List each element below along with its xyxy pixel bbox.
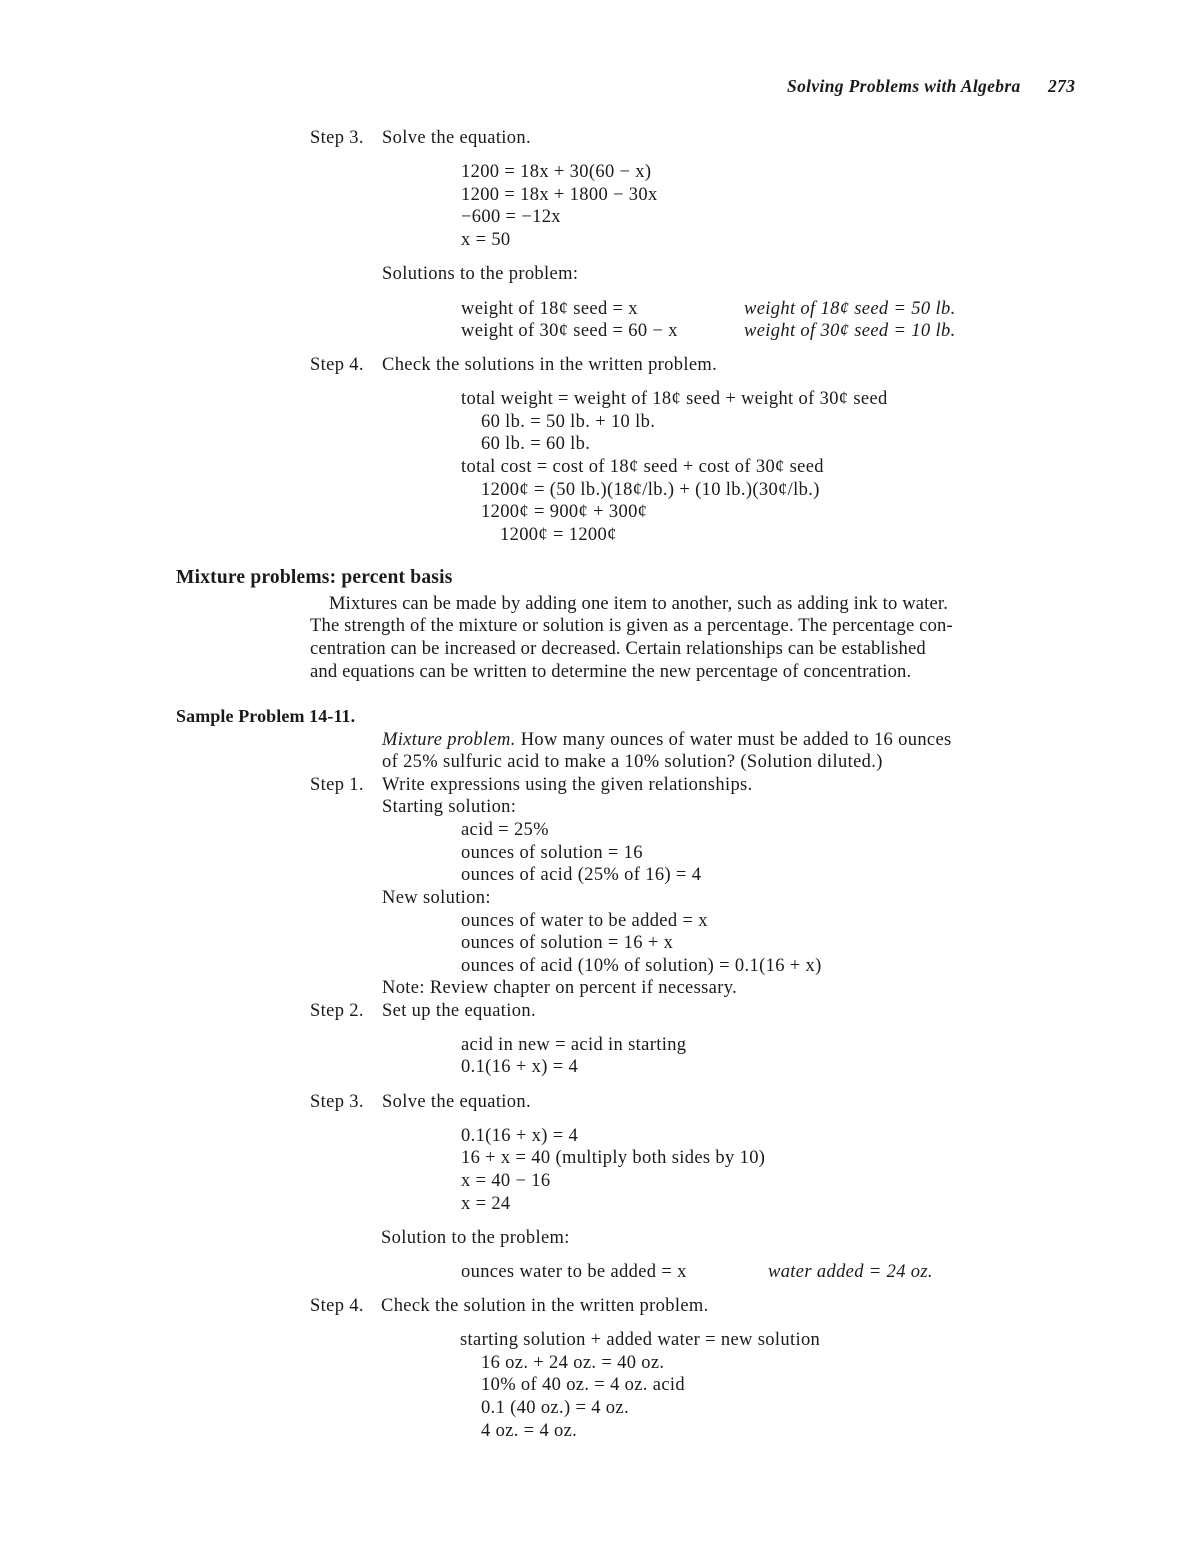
equation-line: x = 50 <box>461 230 511 250</box>
solution-result: water added = 24 oz. <box>768 1262 933 1282</box>
solution-heading: Solution to the problem: <box>381 1228 570 1248</box>
sample-problem-heading: Sample Problem 14-11. <box>176 706 356 726</box>
page-number: 273 <box>1048 76 1076 96</box>
paragraph-line: and equations can be written to determine the new percentage of concentration. <box>310 661 912 682</box>
step-label: Step 3. <box>310 128 364 148</box>
equation-line: −600 = −12x <box>461 207 561 227</box>
expression-line: ounces of acid (10% of solution) = 0.1(16 + x) <box>461 956 822 976</box>
step-text: Solve the equation. <box>382 128 531 148</box>
check-line: 1200¢ = (50 lb.)(18¢/lb.) + (10 lb.)(30¢/lb.) <box>481 480 820 500</box>
step-text: Solve the equation. <box>382 1092 531 1112</box>
check-line: total weight = weight of 18¢ seed + weight of 30¢ seed <box>461 389 888 409</box>
equation-line: 1200 = 18x + 1800 − 30x <box>461 185 658 205</box>
solution-expression: weight of 18¢ seed = x <box>461 299 638 319</box>
equation-line: 0.1(16 + x) = 4 <box>461 1057 579 1077</box>
starting-solution-label: Starting solution: <box>382 797 517 817</box>
check-line: 16 oz. + 24 oz. = 40 oz. <box>481 1353 665 1373</box>
problem-statement <box>382 729 952 751</box>
expression-line: ounces of solution = 16 + x <box>461 933 674 953</box>
problem-label: Mixture problem. <box>382 730 516 750</box>
check-line: starting solution + added water = new solution <box>460 1330 821 1350</box>
equation-line: x = 24 <box>461 1194 511 1214</box>
step-label: Step 3. <box>310 1092 364 1112</box>
step-text: Check the solution in the written problem. <box>381 1296 709 1316</box>
paragraph-line: The strength of the mixture or solution is given as a percentage. The percentage con- <box>310 615 953 636</box>
equation-line: 0.1(16 + x) = 4 <box>461 1126 579 1146</box>
check-line: 10% of 40 oz. = 4 oz. acid <box>481 1375 685 1395</box>
solution-result: weight of 30¢ seed = 10 lb. <box>744 321 956 341</box>
step-label: Step 1. <box>310 775 364 795</box>
check-line: 60 lb. = 60 lb. <box>481 434 591 454</box>
running-title: Solving Problems with Algebra <box>787 76 1021 96</box>
equation-line: 1200 = 18x + 30(60 − x) <box>461 162 652 182</box>
solutions-heading: Solutions to the problem: <box>382 264 579 284</box>
step-text: Write expressions using the given relationships. <box>382 775 753 795</box>
solution-result: weight of 18¢ seed = 50 lb. <box>744 299 956 319</box>
step-label: Step 2. <box>310 1001 364 1021</box>
expression-line: ounces of acid (25% of 16) = 4 <box>461 865 702 885</box>
equation-line: acid in new = acid in starting <box>461 1035 687 1055</box>
check-line: 0.1 (40 oz.) = 4 oz. <box>481 1398 629 1418</box>
note: Note: Review chapter on percent if necessary. <box>382 978 738 998</box>
equation-line: 16 + x = 40 (multiply both sides by 10) <box>461 1148 766 1168</box>
problem-text: of 25% sulfuric acid to make a 10% solution? (Solution diluted.) <box>382 752 883 772</box>
check-line: 4 oz. = 4 oz. <box>481 1421 578 1441</box>
expression-line: acid = 25% <box>461 820 549 840</box>
check-line: 60 lb. = 50 lb. + 10 lb. <box>481 412 656 432</box>
check-line: 1200¢ = 900¢ + 300¢ <box>481 502 648 522</box>
expression-line: ounces of water to be added = x <box>461 911 708 931</box>
new-solution-label: New solution: <box>382 888 491 908</box>
paragraph-line: Mixtures can be made by adding one item to another, such as adding ink to water. <box>329 593 949 614</box>
check-line: total cost = cost of 18¢ seed + cost of 30¢ seed <box>461 457 824 477</box>
step-text: Set up the equation. <box>382 1001 536 1021</box>
section-heading: Mixture problems: percent basis <box>176 567 453 588</box>
solution-expression: weight of 30¢ seed = 60 − x <box>461 321 678 341</box>
problem-text: How many ounces of water must be added to 16 ounces <box>520 730 952 750</box>
step-label: Step 4. <box>310 1296 364 1316</box>
step-text: Check the solutions in the written problem. <box>382 355 718 375</box>
check-line: 1200¢ = 1200¢ <box>500 525 617 545</box>
step-label: Step 4. <box>310 355 364 375</box>
expression-line: ounces of solution = 16 <box>461 843 643 863</box>
solution-expression: ounces water to be added = x <box>461 1262 687 1282</box>
paragraph-line: centration can be increased or decreased. Certain relationships can be established <box>310 638 926 659</box>
equation-line: x = 40 − 16 <box>461 1171 551 1191</box>
